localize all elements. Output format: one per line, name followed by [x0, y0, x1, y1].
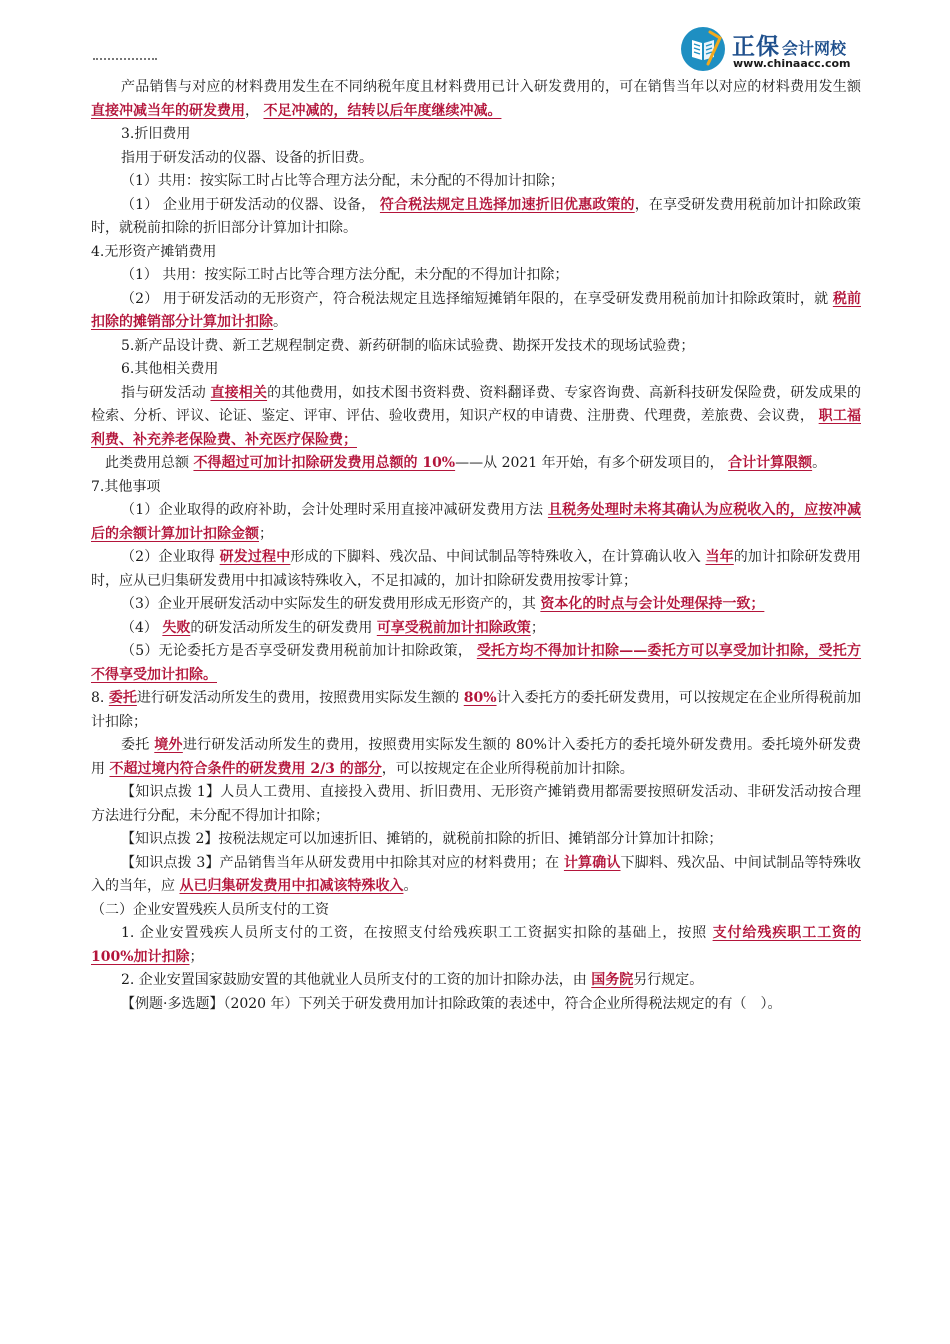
paragraph — [91, 617, 861, 641]
highlighted-text: 直接相关 — [210, 384, 268, 401]
highlighted-text: 不得超过可加计扣除研发费用总额的 10% — [193, 455, 456, 471]
paragraph — [91, 781, 861, 828]
body-text: 【知识点拨 1】人员人工费用、直接投入费用、折旧费用、无形资产摊销费用都需要按照研发活动、非研发活动按合理方法进行分配，未分配不得加计扣除； — [91, 784, 861, 824]
body-text: （2） 用于研发活动的无形资产，符合税法规定且选择缩短摊销年限的，在享受研发费用税前加计扣除政策时，就 — [121, 290, 833, 307]
paragraph — [91, 687, 861, 734]
body-text: 5.新产品设计费、新工艺规程制定费、新药研制的临床试验费、勘探开发技术的现场试验费； — [121, 337, 695, 354]
body-text: 计入委托方的委托研发费用，可以按规定在企业所得税前加计扣除； — [91, 690, 862, 730]
body-text: 的加计扣除研发费用时，应从已归集研发费用中扣减该特殊收入，不足扣减的，加计扣除研发费用按零计算； — [91, 549, 862, 589]
paragraph — [91, 899, 861, 923]
body-text: 的其他费用，如技术图书资料费、资料翻译费、专家咨询费、高新科技研发保险费，研发成果的检索、分析、评议、论证、鉴定、评审、评估、验收费用，知识产权的申请费、注册费、代理费，差旅费、会议费， — [91, 384, 862, 424]
highlighted-text: 符合税法规定且选择加速折旧优惠政策的 — [379, 196, 635, 213]
body-text: 【知识点拨 3】产品销售当年从研发费用中扣除其对应的材料费用；在 — [121, 854, 564, 871]
paragraph — [91, 993, 861, 1017]
body-text: 委托 — [121, 737, 155, 753]
body-text: ， — [245, 102, 264, 119]
highlighted-text: 研发过程中 — [219, 549, 291, 565]
body-text: （1）共用：按实际工时占比等合理方法分配，未分配的不得加计扣除； — [121, 173, 564, 189]
logo-wordmark: 正保 会计网校 — [732, 34, 847, 60]
paragraph — [91, 546, 861, 593]
paragraph — [91, 241, 861, 265]
body-text: 2. 企业安置国家鼓励安置的其他就业人员所支付的工资的加计扣除办法，由 — [121, 972, 592, 988]
highlighted-text: 支付给残疾职工工资的 100%加计扣除 — [91, 925, 861, 965]
paragraph — [91, 76, 861, 123]
highlighted-text: 委托 — [108, 690, 137, 706]
body-text: ，可以按规定在企业所得税前加计扣除。 — [381, 760, 634, 777]
highlighted-text: 计算确认 — [563, 854, 621, 871]
body-text: 指用于研发活动的仪器、设备的折旧费。 — [121, 149, 373, 166]
body-text: ，在享受研发费用税前加计扣除政策时，就税前扣除的折旧部分计算加计扣除。 — [91, 196, 862, 236]
paragraph — [91, 335, 861, 359]
paragraph — [91, 147, 861, 171]
chinaacc-logo — [680, 26, 880, 74]
body-text: 8. — [91, 690, 109, 706]
clipped-header-text — [93, 58, 157, 66]
body-text: 1. 企业安置残疾人员所支付的工资，在按照支付给残疾职工工资据实扣除的基础上，按照 — [121, 925, 713, 941]
document-body — [91, 76, 861, 1016]
paragraph — [91, 264, 861, 288]
body-text: 【例题·多选题】（2020 年）下列关于研发费用加计扣除政策的表述中，符合企业所得税法规定的有（ ）。 — [121, 995, 782, 1012]
highlighted-text: 不足冲减的，结转以后年度继续冲减。 — [263, 102, 502, 119]
body-text: 。 — [273, 314, 287, 330]
body-text: 【知识点拨 2】按税法规定可以加速折旧、摊销的，就税前扣除的折旧、摊销部分计算加计扣除； — [121, 831, 723, 847]
paragraph — [91, 640, 861, 687]
body-text: （1） 企业用于研发活动的仪器、设备， — [121, 196, 380, 213]
body-text: 的研发活动所发生的研发费用 — [190, 619, 377, 636]
logo-url: www.chinaacc.com — [733, 57, 851, 70]
body-text: （1） 共用：按实际工时占比等合理方法分配，未分配的不得加计扣除； — [121, 267, 569, 283]
highlighted-text: 失败 — [162, 619, 191, 636]
paragraph — [91, 452, 861, 476]
body-text: 7.其他事项 — [91, 478, 161, 495]
paragraph — [91, 922, 861, 969]
body-text: （5）无论委托方是否享受研发费用税前加计扣除政策， — [121, 643, 477, 659]
paragraph — [91, 194, 861, 241]
paragraph — [91, 499, 861, 546]
paragraph — [91, 170, 861, 194]
highlighted-text: 国务院 — [591, 972, 634, 988]
body-text: 6.其他相关费用 — [121, 361, 219, 377]
body-text: （3）企业开展研发活动中实际发生的研发费用形成无形资产的，其 — [121, 596, 541, 612]
highlighted-text: 职工福利费、补充养老保险费、补充医疗保险费； — [91, 408, 861, 448]
body-text: 此类费用总额 — [105, 455, 194, 471]
paragraph — [91, 828, 861, 852]
body-text: ； — [530, 619, 545, 636]
body-text: 进行研发活动所发生的费用，按照费用实际发生额的 80%计入委托方的委托境外研发费用。委托境外研发费用 — [91, 737, 862, 777]
paragraph — [91, 734, 861, 781]
paragraph — [91, 476, 861, 500]
highlighted-text: 且税务处理时未将其确认为应税收入的，应按冲减后的余额计算加计扣除金额 — [91, 502, 862, 542]
highlighted-text: 80% — [463, 690, 497, 706]
body-text: ——从 2021 年开始，有多个研发项目的， — [455, 455, 729, 471]
paragraph — [91, 288, 861, 335]
body-text: 4.无形资产摊销费用 — [91, 243, 217, 260]
highlighted-text: 直接冲减当年的研发费用 — [91, 102, 245, 119]
highlighted-text: 受托方均不得加计扣除——委托方可以享受加计扣除，受托方不得享受加计扣除。 — [91, 643, 862, 683]
body-text: 下脚料、残次品、中间试制品等特殊收入的当年，应 — [91, 854, 862, 894]
highlighted-text: 合计计算限额 — [728, 455, 813, 471]
highlighted-text: 可享受税前加计扣除政策 — [376, 619, 531, 636]
paragraph — [91, 852, 861, 899]
paragraph — [91, 123, 861, 147]
body-text: （4） — [121, 619, 163, 636]
highlighted-text: 境外 — [154, 737, 183, 753]
highlighted-text: 资本化的时点与会计处理保持一致； — [540, 596, 765, 612]
body-text: ； — [259, 525, 273, 542]
paragraph — [91, 382, 861, 453]
body-text: 另行规定。 — [633, 972, 704, 988]
highlighted-text: 当年 — [705, 549, 734, 565]
body-text: 3.折旧费用 — [121, 126, 191, 142]
highlighted-text: 税前扣除的摊销部分计算加计扣除 — [91, 290, 861, 330]
paragraph — [91, 593, 861, 617]
body-text: 。 — [812, 455, 827, 471]
body-text: （2）企业取得 — [121, 549, 220, 565]
body-text: （二）企业安置残疾人员所支付的工资 — [91, 901, 329, 918]
paragraph — [91, 969, 861, 993]
body-text: 进行研发活动所发生的费用，按照费用实际发生额的 — [136, 690, 464, 706]
body-text: 。 — [403, 878, 418, 894]
body-text: 产品销售与对应的材料费用发生在不同纳税年度且材料费用已计入研发费用的，可在销售当年以对应的材料费用发生额 — [121, 79, 861, 95]
highlighted-text: 从已归集研发费用中扣减该特殊收入 — [179, 878, 404, 894]
body-text: ； — [189, 948, 204, 965]
body-text: 形成的下脚料、残次品、中间试制品等特殊收入，在计算确认收入 — [290, 549, 706, 565]
body-text: 指与研发活动 — [121, 384, 211, 401]
paragraph — [91, 358, 861, 382]
book-emblem-icon — [680, 26, 726, 72]
body-text: （1）企业取得的政府补助，会计处理时采用直接冲减研发费用方法 — [121, 502, 548, 518]
highlighted-text: 不超过境内符合条件的研发费用 2/3 的部分 — [109, 760, 382, 777]
